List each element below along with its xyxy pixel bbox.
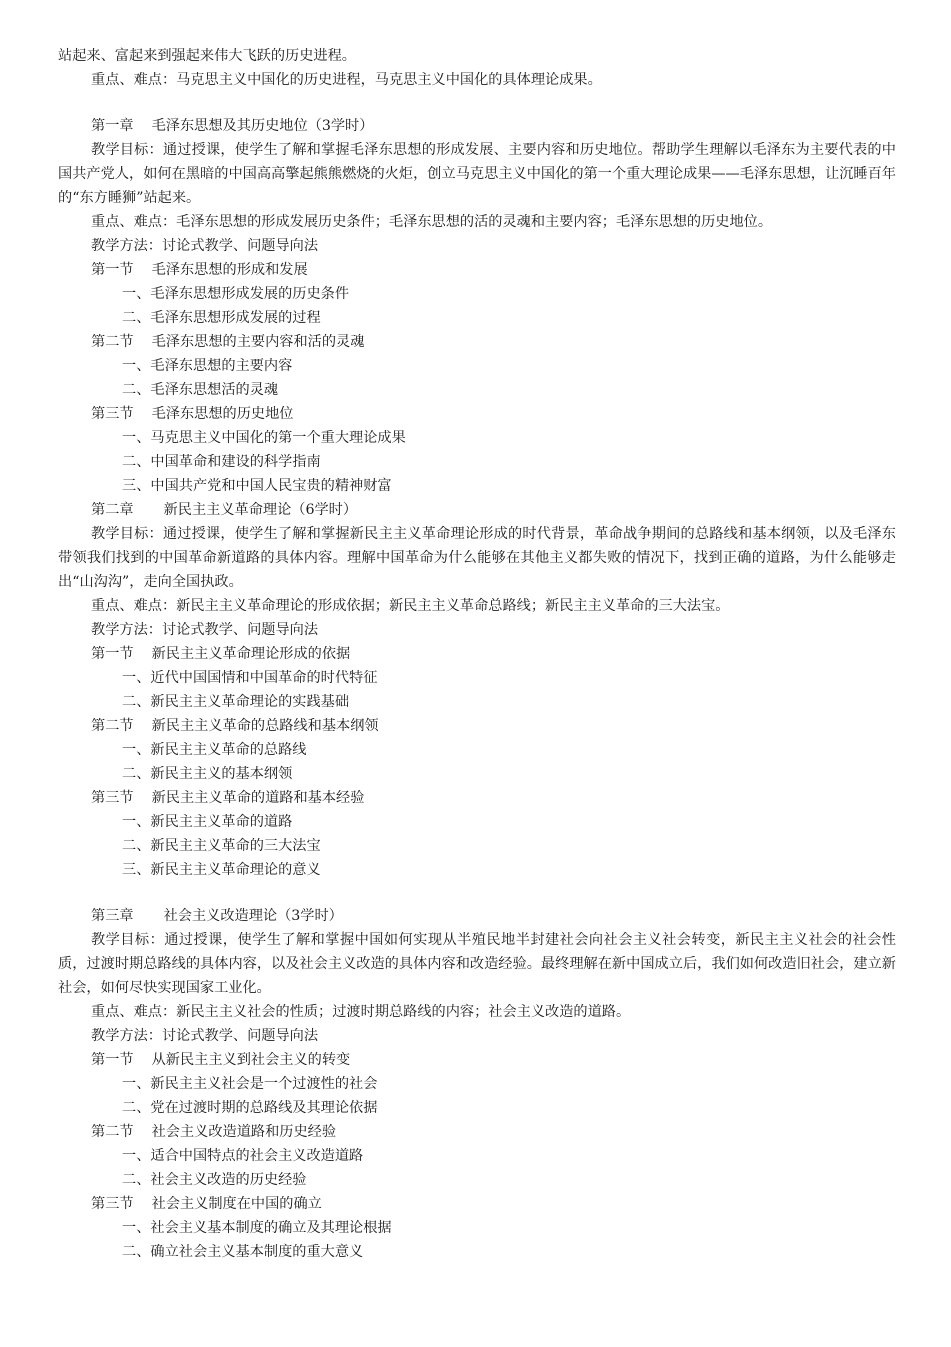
chapter-3-goal: 教学目标：通过授课，使学生了解和掌握中国如何实现从半殖民地半封建社会向社会主义社会转变，新民主主义社会的社会性质，过渡时期总路线的具体内容，以及社会主义改造的具体内容和改造经验。最终理解在新中国成立后，我们如何改造旧社会，建立新社会，如何尽快实现国家工业化。: [58, 932, 896, 996]
section-title: 新民主主义革命的总路线和基本纲领: [151, 718, 379, 734]
document-page: [58, 44, 896, 1264]
section-number: 第一节: [91, 646, 134, 662]
chapter-2-section-3-item-1: 一、新民主主义革命的道路: [122, 814, 293, 830]
chapter-1-section-2-item-1: 一、毛泽东思想的主要内容: [122, 358, 293, 374]
chapter-1-section-3-item-3: 三、中国共产党和中国人民宝贵的精神财富: [122, 478, 392, 494]
section-number: 第二节: [91, 334, 134, 350]
section-number: 第三节: [91, 406, 134, 422]
chapter-3-section-1: [58, 1048, 896, 1072]
chapter-1-section-1: [58, 258, 896, 282]
chapter-3-section-2-item-2: 二、社会主义改造的历史经验: [122, 1172, 307, 1188]
chapter-3-section-3-item-2: 二、确立社会主义基本制度的重大意义: [122, 1244, 364, 1260]
chapter-1-section-1-item-2: 二、毛泽东思想形成发展的过程: [122, 310, 321, 326]
section-title: 毛泽东思想的历史地位: [151, 406, 294, 422]
chapter-3-heading: [58, 904, 896, 928]
chapter-2-section-2: [58, 714, 896, 738]
chapter-3-title: 社会主义改造理论（3学时）: [163, 908, 343, 924]
chapter-3-method: 教学方法：讨论式教学、问题导向法: [91, 1028, 319, 1044]
chapter-1-section-2: [58, 330, 896, 354]
chapter-3-number: 第三章: [91, 908, 134, 924]
section-title: 社会主义改造道路和历史经验: [151, 1124, 337, 1140]
chapter-2-section-1: [58, 642, 896, 666]
chapter-2-section-2-item-1: 一、新民主主义革命的总路线: [122, 742, 307, 758]
chapter-3-section-2: [58, 1120, 896, 1144]
chapter-2-heading: [58, 498, 896, 522]
chapter-2-title: 新民主主义革命理论（6学时）: [163, 502, 358, 518]
section-number: 第一节: [91, 262, 134, 278]
chapter-1-goal: 教学目标：通过授课，使学生了解和掌握毛泽东思想的形成发展、主要内容和历史地位。帮助学生理解以毛泽东为主要代表的中国共产党人，如何在黑暗的中国高高擎起熊熊燃烧的火炬，创立马克思主义中国化的第一个重大理论成果——毛泽东思想，让沉睡百年的“东方睡狮”站起来。: [58, 142, 896, 206]
section-title: 社会主义制度在中国的确立: [151, 1196, 322, 1212]
chapter-2-section-1-item-2: 二、新民主主义革命理论的实践基础: [122, 694, 350, 710]
chapter-3-section-1-item-2: 二、党在过渡时期的总路线及其理论依据: [122, 1100, 378, 1116]
chapter-3-section-1-item-1: 一、新民主主义社会是一个过渡性的社会: [122, 1076, 378, 1092]
chapter-1-section-3: [58, 402, 896, 426]
chapter-1-method: 教学方法：讨论式教学、问题导向法: [91, 238, 319, 254]
section-number: 第一节: [91, 1052, 134, 1068]
chapter-2-number: 第二章: [91, 502, 134, 518]
section-title: 从新民主主义到社会主义的转变: [151, 1052, 351, 1068]
chapter-1-section-3-item-2: 二、中国革命和建设的科学指南: [122, 454, 321, 470]
chapter-3-section-3-item-1: 一、社会主义基本制度的确立及其理论根据: [122, 1220, 392, 1236]
chapter-2-goal: 教学目标：通过授课，使学生了解和掌握新民主主义革命理论形成的时代背景，革命战争期间的总路线和基本纲领，以及毛泽东带领我们找到的中国革命新道路的具体内容。理解中国革命为什么能够在其他主义都失败的情况下，找到正确的道路，为什么能够走出“山沟沟”，走向全国执政。: [58, 526, 896, 590]
chapter-2-section-2-item-2: 二、新民主主义的基本纲领: [122, 766, 293, 782]
chapter-3-section-2-item-1: 一、适合中国特点的社会主义改造道路: [122, 1148, 364, 1164]
section-number: 第三节: [91, 1196, 134, 1212]
chapter-3-key-points: 重点、难点：新民主主义社会的性质；过渡时期总路线的内容；社会主义改造的道路。: [91, 1004, 631, 1020]
intro-continuation: 站起来、富起来到强起来伟大飞跃的历史进程。: [58, 48, 356, 64]
chapter-3-section-3: [58, 1192, 896, 1216]
chapter-2-key-points: 重点、难点：新民主主义革命理论的形成依据；新民主主义革命总路线；新民主主义革命的三大法宝。: [91, 598, 730, 614]
section-title: 毛泽东思想的主要内容和活的灵魂: [151, 334, 365, 350]
chapter-1-title: 毛泽东思想及其历史地位（3学时）: [151, 118, 374, 134]
section-title: 毛泽东思想的形成和发展: [151, 262, 308, 278]
chapter-1-heading: [58, 114, 896, 138]
section-number: 第三节: [91, 790, 134, 806]
section-number: 第二节: [91, 718, 134, 734]
section-title: 新民主主义革命的道路和基本经验: [151, 790, 365, 806]
section-gap: [58, 882, 896, 904]
chapter-2-section-3-item-2: 二、新民主主义革命的三大法宝: [122, 838, 321, 854]
chapter-1-section-2-item-2: 二、毛泽东思想活的灵魂: [122, 382, 279, 398]
chapter-2-section-1-item-1: 一、近代中国国情和中国革命的时代特征: [122, 670, 378, 686]
chapter-1-key-points: 重点、难点：毛泽东思想的形成发展历史条件；毛泽东思想的活的灵魂和主要内容；毛泽东思想的历史地位。: [91, 214, 773, 230]
section-number: 第二节: [91, 1124, 134, 1140]
section-gap: [58, 92, 896, 114]
chapter-1-section-3-item-1: 一、马克思主义中国化的第一个重大理论成果: [122, 430, 406, 446]
intro-key-points: 重点、难点：马克思主义中国化的历史进程，马克思主义中国化的具体理论成果。: [91, 72, 602, 88]
section-title: 新民主主义革命理论形成的依据: [151, 646, 351, 662]
chapter-1-section-1-item-1: 一、毛泽东思想形成发展的历史条件: [122, 286, 350, 302]
chapter-2-section-3-item-3: 三、新民主主义革命理论的意义: [122, 862, 321, 878]
chapter-2-section-3: [58, 786, 896, 810]
chapter-2-method: 教学方法：讨论式教学、问题导向法: [91, 622, 319, 638]
chapter-1-number: 第一章: [91, 118, 134, 134]
